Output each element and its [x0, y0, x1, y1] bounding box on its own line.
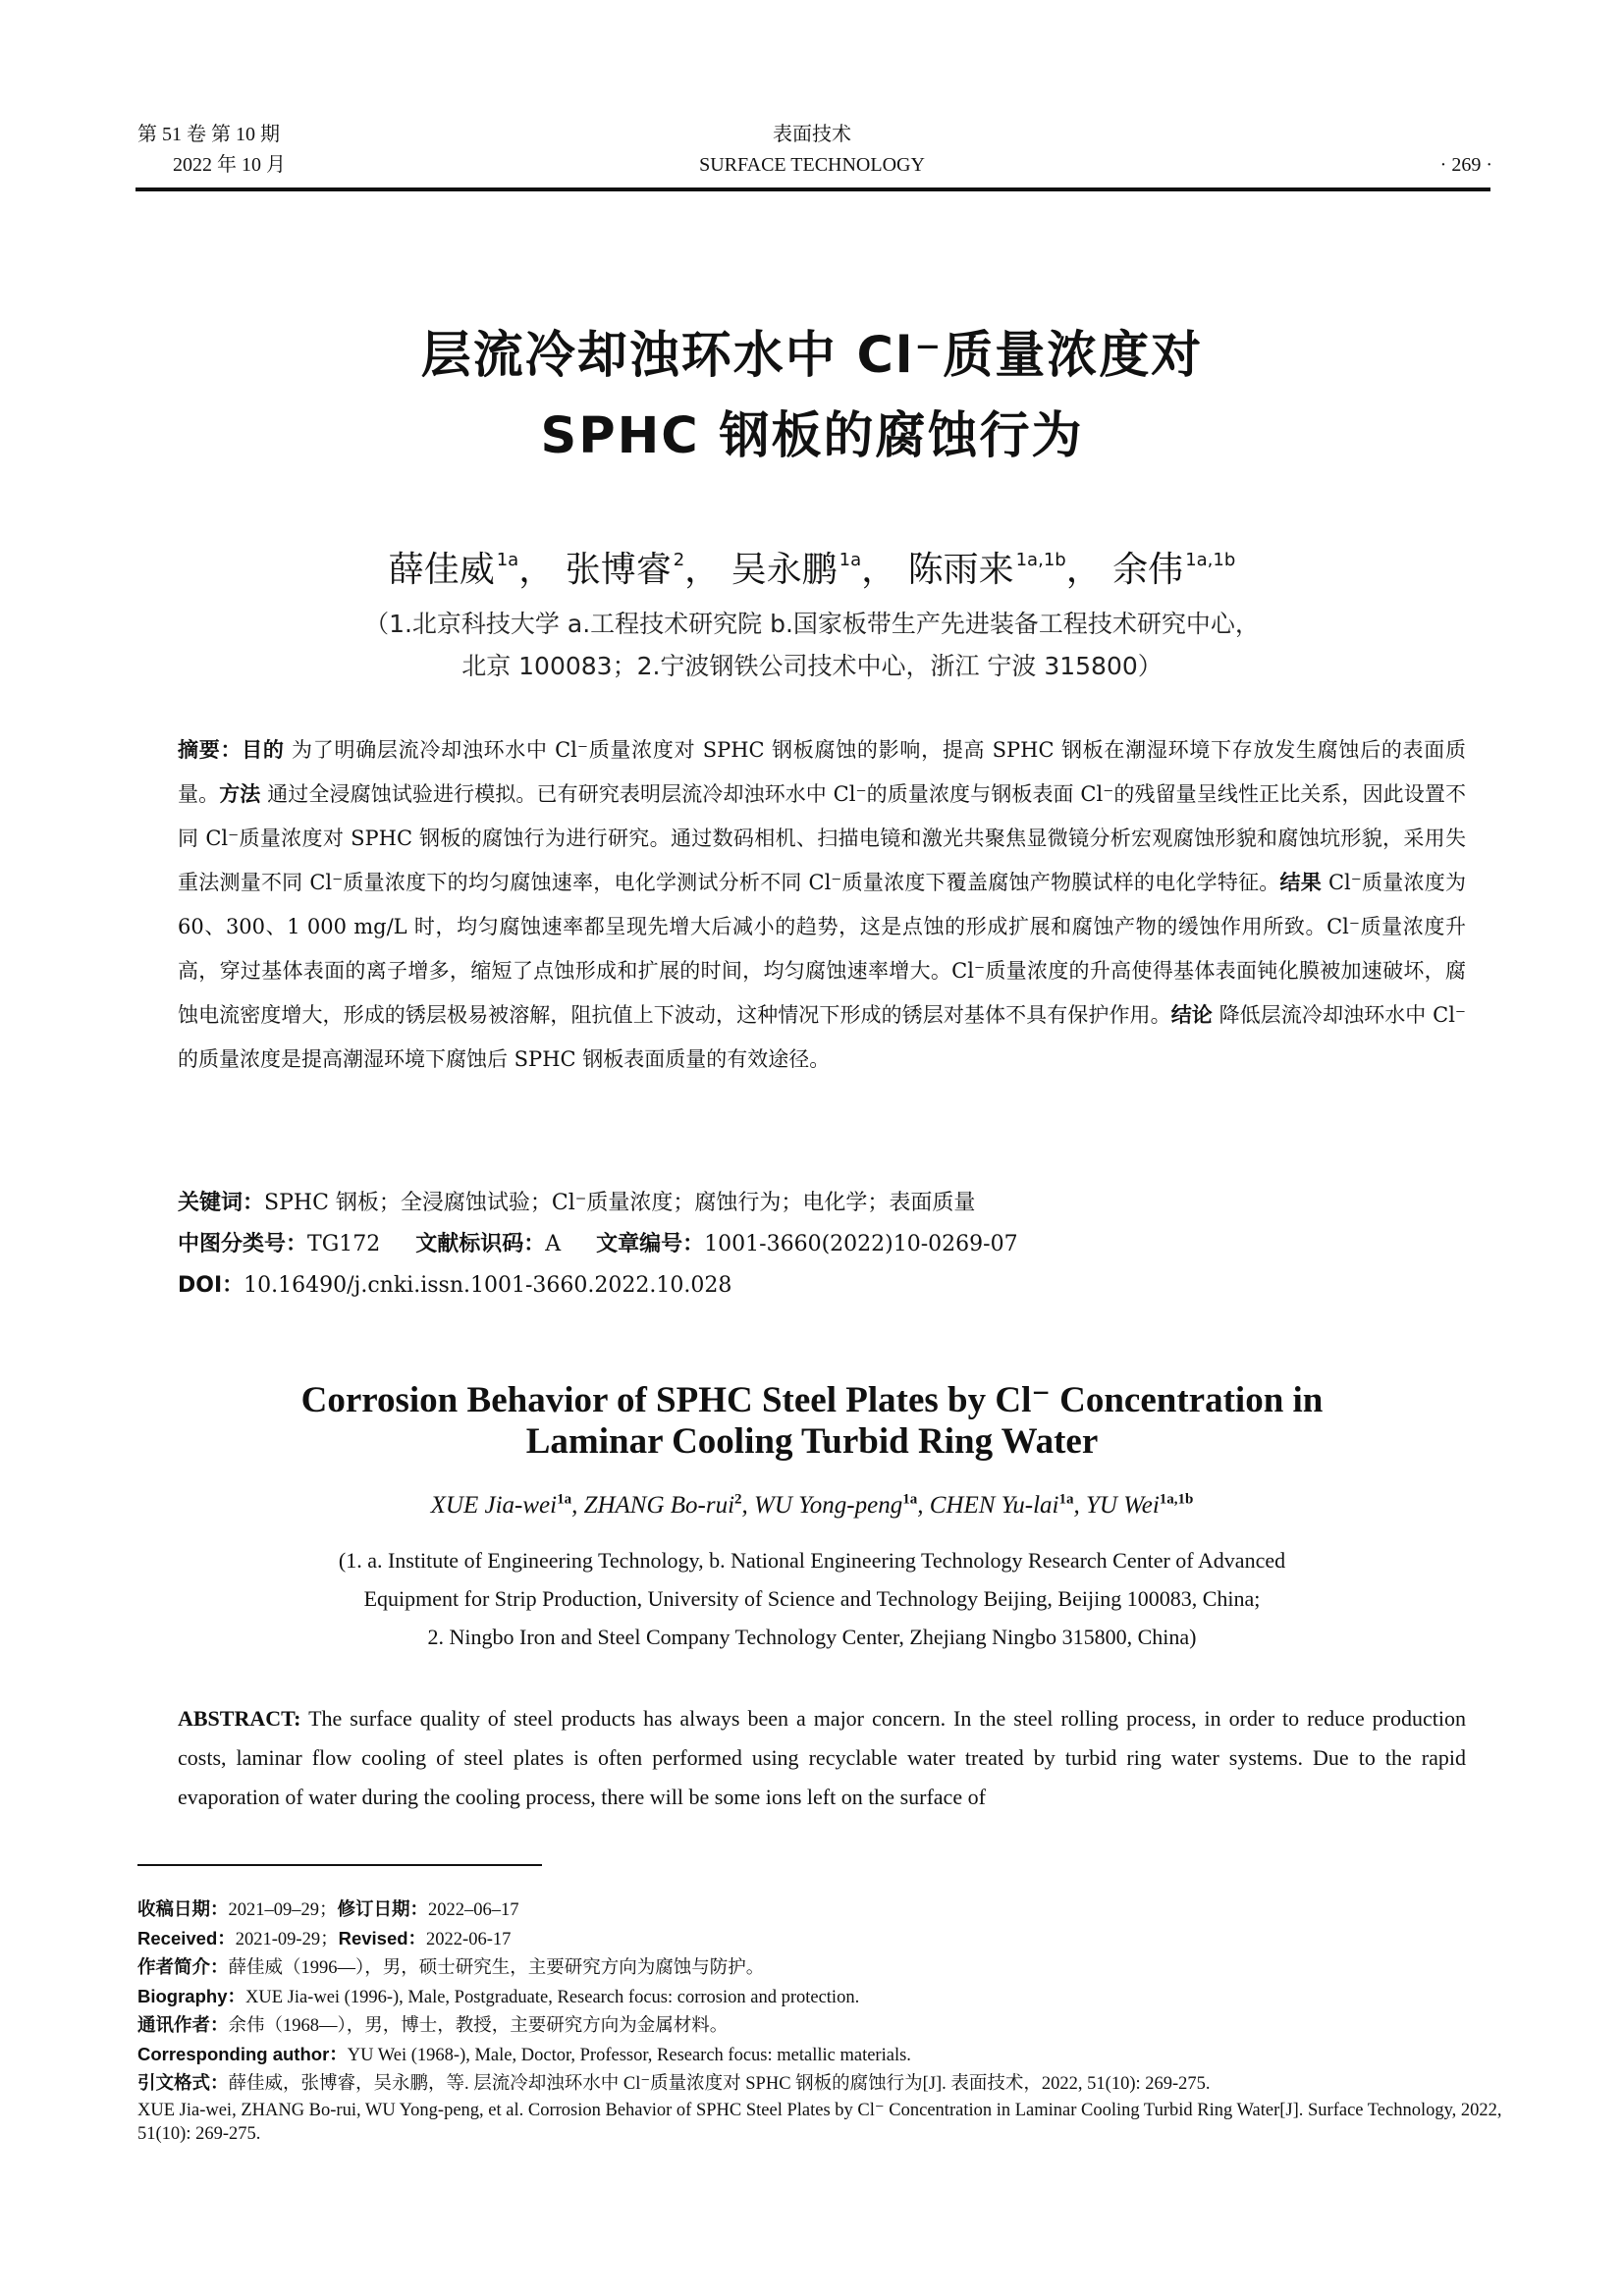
footnotes: [137, 1896, 1502, 2146]
doi-value[interactable]: 10.16490/j.cnki.issn.1001-3660.2022.10.028: [244, 1273, 732, 1298]
header-date: 2022 年 10 月: [173, 154, 286, 176]
footnote-biography-cn: 作者简介：薛佳威（1996—），男，硕士研究生，主要研究方向为腐蚀与防护。: [137, 1956, 765, 1978]
author-cn: 薛佳威 $^{1a}$，: [388, 550, 555, 590]
affiliation-cn-line1: （1.北京科技大学 a.工程技术研究院 b.国家板带生产先进装备工程技术研究中心，: [364, 610, 1260, 638]
doc-code-value: A: [545, 1232, 562, 1256]
keywords: [178, 1184, 1466, 1223]
authors-en: [0, 1482, 1624, 1523]
abstract-result: Cl⁻质量浓度为 60、300、1 000 mg/L 时，均匀腐蚀速率都呈现先增大后减小的趋势，这是点蚀的形成扩展和腐蚀产物的缓蚀作用所致。Cl⁻质量浓度升高，穿过基体表面的离子增多，缩短了点蚀形成和扩展的时间，均匀腐蚀速率增大。Cl⁻质量浓度的升高使得基体表面钝化膜被加速破坏，腐蚀电流密度增大，形成的锈层极易被溶解，阻抗值上下波动，这种情况下形成的锈层对基体不具有保护作用。: [178, 871, 1466, 1027]
footnote-received-en: Received：2021-09-29；Revised：2022-06-17: [137, 1927, 512, 1949]
abstract-purpose: 为了明确层流冷却浊环水中 Cl⁻质量浓度对 SPHC 钢板腐蚀的影响，提高 SPHC 钢板在潮湿环境下存放发生腐蚀后的表面质量。: [178, 738, 1466, 806]
author-en: ZHANG Bo-rui$^2$,: [583, 1492, 755, 1520]
header-page-number: · 269 ·: [1439, 154, 1492, 176]
authors-cn: [0, 539, 1624, 592]
affiliation-en-line1: (1. a. Institute of Engineering Technology, b. National Engineering Technology Research Center of Advanced: [338, 1548, 1286, 1573]
footnote-biography-en: Biography：XUE Jia-wei (1996-), Male, Postgraduate, Research focus: corrosion and protection.: [137, 1985, 860, 2007]
footnote-corresponding-cn: 通讯作者：余伟（1968—），男，博士，教授，主要研究方向为金属材料。: [137, 2014, 729, 2036]
affiliation-en-line3: 2. Ningbo Iron and Steel Company Technology Center, Zhejiang Ningbo 315800, China): [427, 1625, 1197, 1649]
title-en-line2: Laminar Cooling Turbid Ring Water: [525, 1421, 1099, 1462]
article-number-value: 1001-3660(2022)10-0269-07: [704, 1232, 1018, 1256]
article-number-label: 文章编号：: [596, 1232, 705, 1256]
abstract-method: 通过全浸腐蚀试验进行模拟。已有研究表明层流冷却浊环水中 Cl⁻的质量浓度与钢板表面 Cl⁻的残留量呈线性正比关系，因此设置不同 Cl⁻质量浓度对 SPHC 钢板的腐蚀行为进行研究。通过数码相机、扫描电镜和激光共聚焦显微镜分析宏观腐蚀形貌和腐蚀坑形貌，采用失重法测量不同 Cl⁻质量浓度下的均匀腐蚀速率，电化学测试分析不同 Cl⁻质量浓度下覆盖腐蚀产物膜试样的电化学特征。: [178, 782, 1466, 894]
abstract-conclusion: 降低层流冷却浊环水中 Cl⁻的质量浓度是提高潮湿环境下腐蚀后 SPHC 钢板表面质量的有效途径。: [178, 1003, 1466, 1071]
title-cn-line1: 层流冷却浊环水中 Cl⁻质量浓度对: [420, 327, 1204, 385]
abstract-purpose-label: 目的: [242, 738, 285, 762]
doi: [178, 1266, 1466, 1306]
abstract-en-label: ABSTRACT:: [178, 1706, 301, 1731]
doc-code-label: 文献标识码：: [415, 1232, 546, 1256]
footnote-corresponding-en: Corresponding author：YU Wei (1968-), Male, Doctor, Professor, Research focus: metallic materials.: [137, 2043, 911, 2065]
footnote-received-cn: 收稿日期：2021–09–29；修订日期：2022–06–17: [137, 1898, 519, 1920]
keywords-label: 关键词：: [178, 1191, 265, 1215]
header-volume: 第 51 卷 第 10 期: [137, 124, 280, 145]
keywords-value: SPHC 钢板；全浸腐蚀试验；Cl⁻质量浓度；腐蚀行为；电化学；表面质量: [264, 1191, 976, 1215]
abstract-cn: [178, 728, 1466, 1082]
abstract-method-label: 方法: [219, 782, 261, 806]
header-rule: [135, 187, 1490, 191]
author-en: CHEN Yu-lai$^{1a}$,: [929, 1492, 1086, 1520]
title-cn-line2: SPHC 钢板的腐蚀行为: [540, 407, 1084, 465]
abstract-cn-label: 摘要：: [178, 738, 243, 762]
abstract-en: [178, 1699, 1466, 1817]
footnote-rule: [137, 1864, 542, 1866]
author-cn: 陈雨来 $^{1a,1b}$，: [907, 550, 1102, 590]
header-journal-cn: 表面技术: [773, 124, 851, 145]
affiliation-cn-line2: 北京 100083；2.宁波钢铁公司技术中心，浙江 宁波 315800）: [461, 652, 1163, 680]
classification: [178, 1225, 1466, 1264]
title-en-line1: Corrosion Behavior of SPHC Steel Plates by Cl⁻ Concentration in: [300, 1380, 1324, 1420]
author-en: XUE Jia-wei$^{1a}$,: [430, 1492, 584, 1520]
abstract-result-label: 结果: [1279, 871, 1323, 894]
affiliation-en-line2: Equipment for Strip Production, University of Science and Technology Beijing, Beijing 100083, China;: [363, 1586, 1261, 1611]
abstract-conclusion-label: 结论: [1170, 1003, 1213, 1027]
header-journal-en: SURFACE TECHNOLOGY: [699, 154, 925, 176]
clc-label: 中图分类号：: [178, 1232, 308, 1256]
author-cn: 余伟 $^{1a,1b}$: [1112, 550, 1236, 590]
doi-label: DOI：: [178, 1273, 244, 1298]
author-en: YU Wei$^{1a,1b}$: [1085, 1492, 1194, 1520]
author-en: WU Yong-peng$^{1a}$,: [754, 1492, 930, 1520]
author-cn: 张博睿 $^2$，: [565, 550, 721, 590]
author-cn: 吴永鹏 $^{1a}$，: [731, 550, 897, 590]
footnote-citation-cn: 引文格式：薛佳威，张博睿，吴永鹏，等. 层流冷却浊环水中 Cl⁻质量浓度对 SPHC 钢板的腐蚀行为[J]. 表面技术，2022, 51(10): 269-275.: [137, 2072, 1211, 2094]
abstract-en-text: The surface quality of steel products has always been a major concern. In the steel rolling process, in order to reduce production costs, laminar flow cooling of steel plates is often performed using recyclable water treated by turbid ring water systems. Due to the rapid evaporation of water during the cooling process, there will be some ions left on the surface of: [178, 1706, 1466, 1809]
footnote-citation-en: XUE Jia-wei, ZHANG Bo-rui, WU Yong-peng, et al. Corrosion Behavior of SPHC Steel Plates by Cl⁻ Concentration in Laminar Cooling Turbid Ring Water[J]. Surface Technology, 2022, 51(10): 269-275.: [137, 2100, 1502, 2144]
clc-value: TG172: [307, 1232, 381, 1256]
